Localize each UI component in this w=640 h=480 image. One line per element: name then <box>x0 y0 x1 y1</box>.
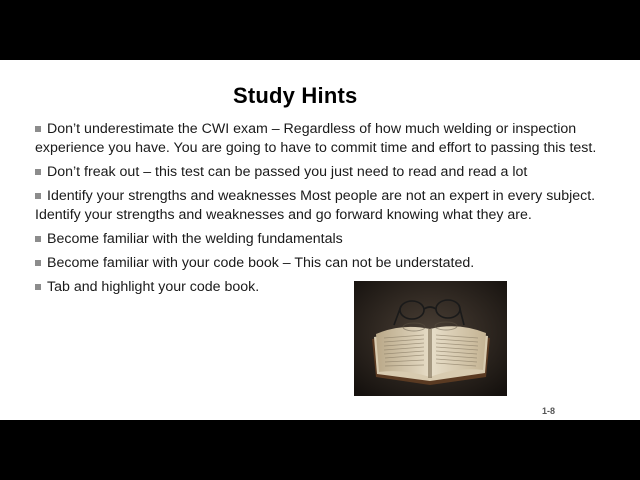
bullet-marker-icon <box>35 169 41 175</box>
bullet-item <box>35 163 610 182</box>
letterbox-top <box>0 0 640 60</box>
open-book-with-glasses-icon <box>354 281 507 396</box>
bullet-text: Tab and highlight your code book. <box>47 279 260 295</box>
bullet-text: Don’t freak out – this test can be passed you just need to read and read a lot <box>47 164 528 180</box>
bullet-text: Don’t underestimate the CWI exam – Regardless of how much welding or inspection experience you have. You are going to have to commit time and effort to passing this test. <box>35 121 597 156</box>
bullet-item <box>35 254 610 273</box>
bullet-item <box>35 187 610 225</box>
bullet-text: Identify your strengths and weaknesses Most people are not an expert in every subject. Identify your strengths and weaknesses and go forward knowing what they are. <box>35 188 596 223</box>
letterbox-bottom <box>0 420 640 480</box>
bullet-list <box>35 120 610 302</box>
bullet-marker-icon <box>35 260 41 266</box>
open-book-photo <box>354 281 507 396</box>
bullet-item <box>35 278 610 297</box>
slide-title: Study Hints <box>233 83 358 108</box>
bullet-item <box>35 230 610 249</box>
presentation-slide <box>0 60 640 420</box>
bullet-text: Become familiar with your code book – This can not be understated. <box>47 255 475 271</box>
slide-page-number: 1-8 <box>542 406 556 416</box>
bullet-item <box>35 120 610 158</box>
bullet-marker-icon <box>35 284 41 290</box>
bullet-marker-icon <box>35 236 41 242</box>
bullet-text: Become familiar with the welding fundamentals <box>47 231 343 247</box>
bullet-marker-icon <box>35 126 41 132</box>
bullet-marker-icon <box>35 193 41 199</box>
